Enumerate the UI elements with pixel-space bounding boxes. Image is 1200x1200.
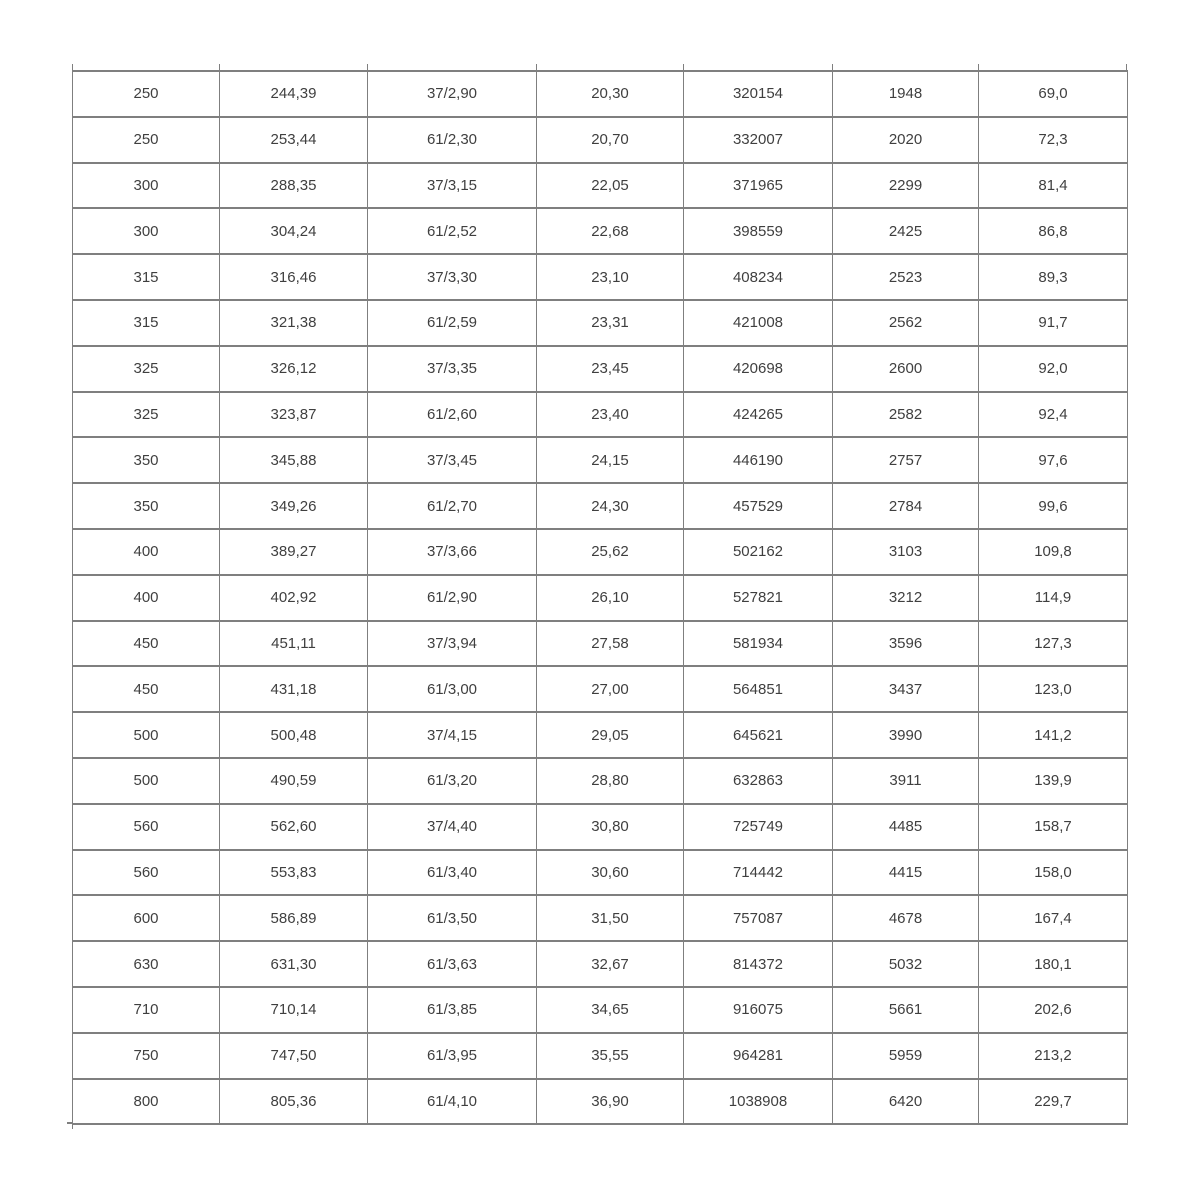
- table-cell: 22,05: [537, 163, 684, 209]
- table-cell: 714442: [684, 850, 833, 896]
- table-cell: 61/2,30: [368, 117, 537, 163]
- table-row: [73, 621, 1128, 667]
- table-cell: 61/2,90: [368, 575, 537, 621]
- table-cell: 350: [73, 437, 220, 483]
- table-cell: 86,8: [979, 208, 1128, 254]
- table-cell: 61/4,10: [368, 1079, 537, 1125]
- table-cell: 81,4: [979, 163, 1128, 209]
- data-table: [72, 70, 1128, 1125]
- table-cell: 560: [73, 850, 220, 896]
- table-cell: 4415: [833, 850, 979, 896]
- table-cell: 800: [73, 1079, 220, 1125]
- table-cell: 123,0: [979, 666, 1128, 712]
- table-cell: 725749: [684, 804, 833, 850]
- table-cell: 27,00: [537, 666, 684, 712]
- table-cell: 757087: [684, 895, 833, 941]
- table-cell: 3911: [833, 758, 979, 804]
- table-row: [73, 483, 1128, 529]
- table-cell: 30,80: [537, 804, 684, 850]
- table-cell: 99,6: [979, 483, 1128, 529]
- table-cell: 2757: [833, 437, 979, 483]
- table-cell: 420698: [684, 346, 833, 392]
- table-cell: 325: [73, 392, 220, 438]
- table-cell: 490,59: [220, 758, 368, 804]
- table-cell: 250: [73, 117, 220, 163]
- table-cell: 31,50: [537, 895, 684, 941]
- table-cell: 304,24: [220, 208, 368, 254]
- table-cell: 37/3,94: [368, 621, 537, 667]
- data-table-body: [73, 71, 1128, 1124]
- table-cell: 23,45: [537, 346, 684, 392]
- table-cell: 964281: [684, 1033, 833, 1079]
- table-cell: 26,10: [537, 575, 684, 621]
- table-cell: 202,6: [979, 987, 1128, 1033]
- table-cell: 814372: [684, 941, 833, 987]
- table-cell: 61/2,70: [368, 483, 537, 529]
- table-cell: 229,7: [979, 1079, 1128, 1125]
- table-cell: 37/3,30: [368, 254, 537, 300]
- table-row: [73, 1079, 1128, 1125]
- table-cell: 450: [73, 621, 220, 667]
- table-cell: 315: [73, 254, 220, 300]
- table-cell: 23,40: [537, 392, 684, 438]
- table-cell: 747,50: [220, 1033, 368, 1079]
- table-cell: 645621: [684, 712, 833, 758]
- table-cell: 250: [73, 71, 220, 117]
- table-row: [73, 941, 1128, 987]
- table-cell: 400: [73, 575, 220, 621]
- table-cell: 398559: [684, 208, 833, 254]
- table-cell: 2562: [833, 300, 979, 346]
- data-table-container: [72, 70, 1127, 1124]
- table-row: [73, 254, 1128, 300]
- table-cell: 457529: [684, 483, 833, 529]
- table-cell: 114,9: [979, 575, 1128, 621]
- table-cell: 2020: [833, 117, 979, 163]
- table-cell: 500: [73, 758, 220, 804]
- table-cell: 24,30: [537, 483, 684, 529]
- table-cell: 5959: [833, 1033, 979, 1079]
- table-cell: 37/3,45: [368, 437, 537, 483]
- table-cell: 502162: [684, 529, 833, 575]
- table-cell: 28,80: [537, 758, 684, 804]
- table-row: [73, 71, 1128, 117]
- table-cell: 244,39: [220, 71, 368, 117]
- table-cell: 20,30: [537, 71, 684, 117]
- table-cell: 1948: [833, 71, 979, 117]
- table-row: [73, 758, 1128, 804]
- table-cell: 92,0: [979, 346, 1128, 392]
- table-cell: 61/3,63: [368, 941, 537, 987]
- table-row: [73, 804, 1128, 850]
- table-cell: 141,2: [979, 712, 1128, 758]
- table-cell: 326,12: [220, 346, 368, 392]
- table-row: [73, 208, 1128, 254]
- table-cell: 37/2,90: [368, 71, 537, 117]
- table-cell: 345,88: [220, 437, 368, 483]
- table-cell: 400: [73, 529, 220, 575]
- table-cell: 325: [73, 346, 220, 392]
- table-cell: 750: [73, 1033, 220, 1079]
- table-cell: 3212: [833, 575, 979, 621]
- table-cell: 61/2,52: [368, 208, 537, 254]
- table-cell: 581934: [684, 621, 833, 667]
- table-cell: 349,26: [220, 483, 368, 529]
- table-cell: 710: [73, 987, 220, 1033]
- table-cell: 1038908: [684, 1079, 833, 1125]
- table-cell: 6420: [833, 1079, 979, 1125]
- table-cell: 323,87: [220, 392, 368, 438]
- table-cell: 158,7: [979, 804, 1128, 850]
- table-row: [73, 346, 1128, 392]
- table-cell: 61/3,95: [368, 1033, 537, 1079]
- table-cell: 586,89: [220, 895, 368, 941]
- table-cell: 316,46: [220, 254, 368, 300]
- table-cell: 421008: [684, 300, 833, 346]
- table-cell: 2523: [833, 254, 979, 300]
- table-cell: 61/2,60: [368, 392, 537, 438]
- table-cell: 632863: [684, 758, 833, 804]
- table-cell: 916075: [684, 987, 833, 1033]
- table-cell: 36,90: [537, 1079, 684, 1125]
- table-row: [73, 895, 1128, 941]
- table-cell: 4485: [833, 804, 979, 850]
- table-cell: 29,05: [537, 712, 684, 758]
- table-cell: 3990: [833, 712, 979, 758]
- table-cell: 371965: [684, 163, 833, 209]
- table-cell: 139,9: [979, 758, 1128, 804]
- table-cell: 35,55: [537, 1033, 684, 1079]
- table-cell: 560: [73, 804, 220, 850]
- table-cell: 27,58: [537, 621, 684, 667]
- table-row: [73, 163, 1128, 209]
- table-cell: 564851: [684, 666, 833, 712]
- table-row: [73, 712, 1128, 758]
- table-cell: 37/3,35: [368, 346, 537, 392]
- table-cell: 61/3,20: [368, 758, 537, 804]
- table-cell: 61/2,59: [368, 300, 537, 346]
- table-cell: 91,7: [979, 300, 1128, 346]
- table-cell: 22,68: [537, 208, 684, 254]
- table-cell: 61/3,85: [368, 987, 537, 1033]
- table-cell: 3103: [833, 529, 979, 575]
- table-cell: 2425: [833, 208, 979, 254]
- table-cell: 61/3,50: [368, 895, 537, 941]
- table-cell: 408234: [684, 254, 833, 300]
- table-cell: 61/3,40: [368, 850, 537, 896]
- table-cell: 2600: [833, 346, 979, 392]
- table-cell: 446190: [684, 437, 833, 483]
- table-cell: 180,1: [979, 941, 1128, 987]
- table-cell: 527821: [684, 575, 833, 621]
- table-cell: 167,4: [979, 895, 1128, 941]
- table-cell: 600: [73, 895, 220, 941]
- table-cell: 389,27: [220, 529, 368, 575]
- table-cell: 37/4,15: [368, 712, 537, 758]
- table-cell: 710,14: [220, 987, 368, 1033]
- table-cell: 332007: [684, 117, 833, 163]
- table-cell: 34,65: [537, 987, 684, 1033]
- table-cell: 20,70: [537, 117, 684, 163]
- table-cell: 97,6: [979, 437, 1128, 483]
- table-cell: 500,48: [220, 712, 368, 758]
- table-cell: 300: [73, 163, 220, 209]
- table-row: [73, 666, 1128, 712]
- table-cell: 24,15: [537, 437, 684, 483]
- table-cell: 350: [73, 483, 220, 529]
- table-row: [73, 575, 1128, 621]
- table-cell: 3437: [833, 666, 979, 712]
- table-cell: 553,83: [220, 850, 368, 896]
- table-cell: 451,11: [220, 621, 368, 667]
- table-cell: 320154: [684, 71, 833, 117]
- table-cell: 30,60: [537, 850, 684, 896]
- table-row: [73, 529, 1128, 575]
- table-row: [73, 117, 1128, 163]
- table-cell: 500: [73, 712, 220, 758]
- table-cell: 4678: [833, 895, 979, 941]
- table-row: [73, 850, 1128, 896]
- table-cell: 37/3,66: [368, 529, 537, 575]
- table-cell: 630: [73, 941, 220, 987]
- table-cell: 562,60: [220, 804, 368, 850]
- table-cell: 402,92: [220, 575, 368, 621]
- table-cell: 2582: [833, 392, 979, 438]
- table-cell: 288,35: [220, 163, 368, 209]
- table-cell: 89,3: [979, 254, 1128, 300]
- table-cell: 158,0: [979, 850, 1128, 896]
- table-cell: 23,31: [537, 300, 684, 346]
- table-cell: 5661: [833, 987, 979, 1033]
- table-row: [73, 1033, 1128, 1079]
- table-cell: 631,30: [220, 941, 368, 987]
- table-cell: 424265: [684, 392, 833, 438]
- bottom-rule-stub: [67, 1122, 73, 1124]
- table-cell: 37/4,40: [368, 804, 537, 850]
- table-cell: 2784: [833, 483, 979, 529]
- table-cell: 431,18: [220, 666, 368, 712]
- table-cell: 5032: [833, 941, 979, 987]
- table-cell: 23,10: [537, 254, 684, 300]
- table-cell: 253,44: [220, 117, 368, 163]
- table-cell: 37/3,15: [368, 163, 537, 209]
- table-cell: 72,3: [979, 117, 1128, 163]
- table-cell: 300: [73, 208, 220, 254]
- table-cell: 315: [73, 300, 220, 346]
- table-cell: 92,4: [979, 392, 1128, 438]
- table-cell: 61/3,00: [368, 666, 537, 712]
- table-row: [73, 437, 1128, 483]
- table-cell: 213,2: [979, 1033, 1128, 1079]
- table-cell: 805,36: [220, 1079, 368, 1125]
- table-cell: 3596: [833, 621, 979, 667]
- table-cell: 321,38: [220, 300, 368, 346]
- table-row: [73, 392, 1128, 438]
- table-row: [73, 300, 1128, 346]
- table-cell: 25,62: [537, 529, 684, 575]
- table-cell: 450: [73, 666, 220, 712]
- table-cell: 32,67: [537, 941, 684, 987]
- table-cell: 69,0: [979, 71, 1128, 117]
- table-cell: 109,8: [979, 529, 1128, 575]
- table-row: [73, 987, 1128, 1033]
- table-cell: 127,3: [979, 621, 1128, 667]
- table-cell: 2299: [833, 163, 979, 209]
